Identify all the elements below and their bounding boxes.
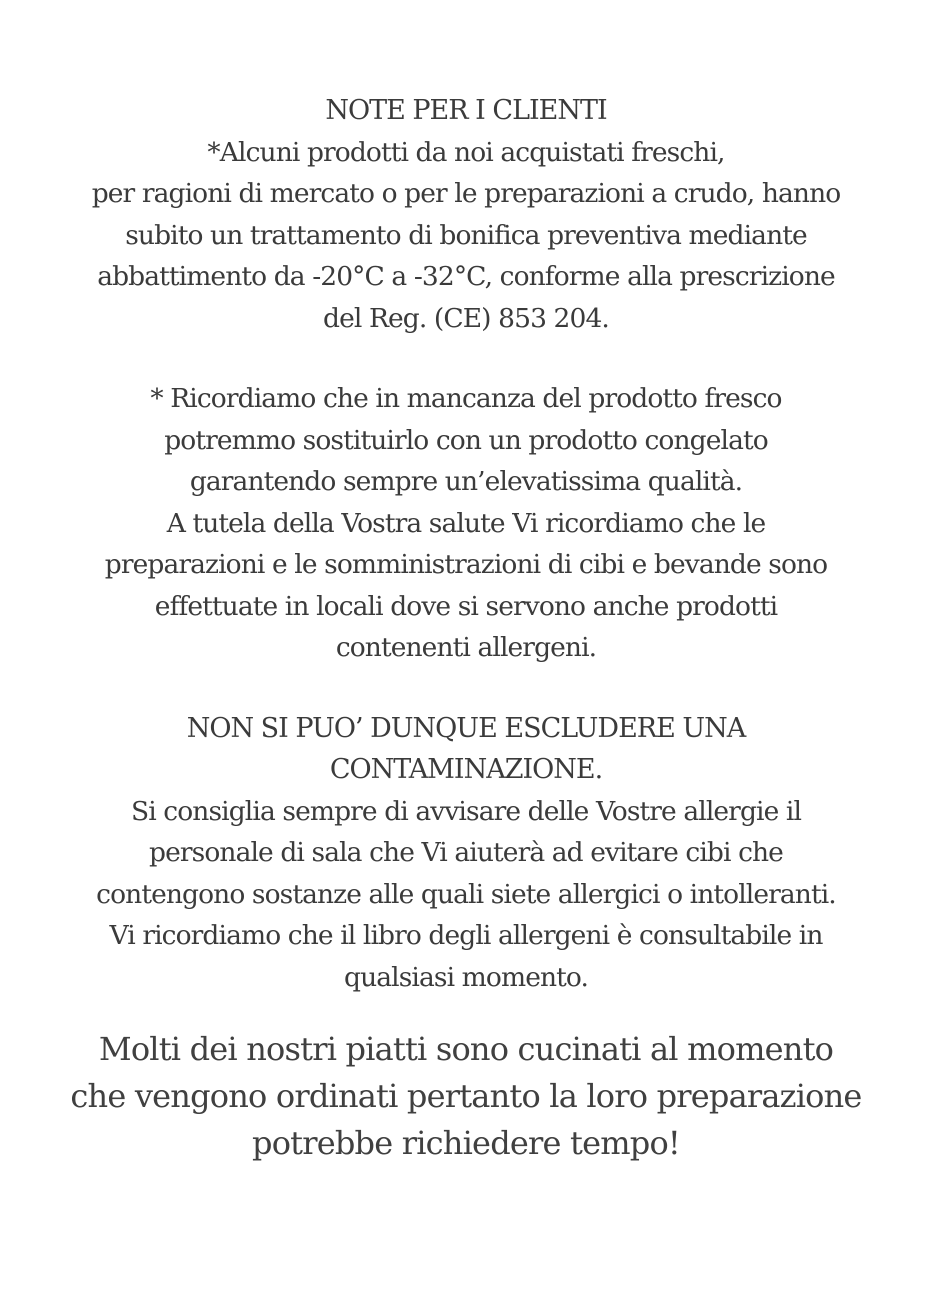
allergy-advice-line: Vi ricordiamo che il libro degli allergeni è consultabile in bbox=[109, 920, 823, 951]
allergy-advice-line: qualsiasi momento. bbox=[344, 961, 588, 993]
frozen-allergens-line: potremmo sostituirlo con un prodotto congelato bbox=[164, 424, 768, 456]
fresh-products-section bbox=[36, 90, 896, 339]
allergy-advice-line: Si consiglia sempre di avvisare delle Vostre allergie il bbox=[130, 795, 802, 827]
preparation-time-line: Molti dei nostri piatti sono cucinati al momento bbox=[98, 1030, 834, 1068]
preparation-time-section bbox=[36, 1026, 896, 1167]
frozen-allergens-line: effettuate in locali dove si servono anche prodotti bbox=[154, 590, 778, 622]
allergy-advice-line: contengono sostanze alle quali siete allergici o intolleranti. bbox=[96, 878, 836, 910]
fresh-products-line: *Alcuni prodotti da noi acquistati freschi, bbox=[207, 136, 725, 168]
frozen-and-allergens-section bbox=[36, 378, 896, 669]
section-spacer bbox=[0, 998, 932, 1026]
preparation-time-line: potrebbe richiedere tempo! bbox=[252, 1124, 680, 1162]
fresh-products-line: subito un trattamento di bonifica preventiva mediante bbox=[125, 219, 807, 251]
fresh-products-line: per ragioni di mercato o per le preparazioni a crudo, hanno bbox=[91, 178, 841, 209]
notice-title: NOTE PER I CLIENTI bbox=[325, 95, 607, 126]
frozen-allergens-line: * Ricordiamo che in mancanza del prodotto fresco bbox=[150, 383, 782, 414]
section-spacer bbox=[0, 339, 932, 378]
contamination-warning-line: NON SI PUO’ DUNQUE ESCLUDERE UNA bbox=[186, 712, 746, 744]
contamination-section bbox=[36, 708, 896, 999]
allergy-advice-line: personale di sala che Vi aiuterà ad evitare cibi che bbox=[149, 837, 783, 868]
frozen-allergens-line: contenenti allergeni. bbox=[335, 632, 597, 663]
section-spacer bbox=[0, 669, 932, 708]
contamination-warning-line: CONTAMINAZIONE. bbox=[329, 754, 603, 785]
fresh-products-line: abbattimento da -20°C a -32°C, conforme alla prescrizione bbox=[97, 261, 835, 292]
preparation-time-line: che vengono ordinati pertanto la loro preparazione bbox=[70, 1077, 862, 1115]
fresh-products-line: del Reg. (CE) 853 204. bbox=[323, 302, 609, 334]
frozen-allergens-line: preparazioni e le somministrazioni di cibi e bevande sono bbox=[104, 549, 828, 580]
frozen-allergens-line: garantendo sempre un’elevatissima qualità. bbox=[189, 466, 743, 497]
frozen-allergens-line: A tutela della Vostra salute Vi ricordiamo che le bbox=[166, 507, 766, 539]
